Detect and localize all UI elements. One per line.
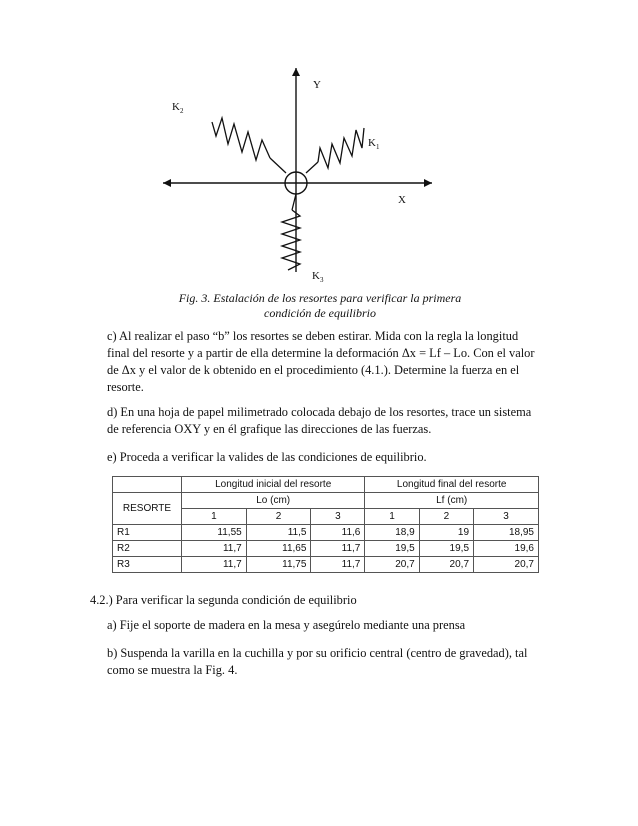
paragraph-c-line: resorte. (107, 380, 144, 394)
trial-number: 3 (311, 509, 365, 525)
paragraph-b (107, 645, 547, 679)
paragraph-b-line: como se muestra la Fig. 4. (107, 663, 238, 677)
trial-number: 3 (474, 509, 539, 525)
header-final-length: Longitud final del resorte (365, 477, 539, 493)
y-axis-label: Y (313, 79, 321, 91)
paragraph-d-line: d) En una hoja de papel milimetrado colocada debajo de los resortes, trace un sistema (107, 405, 532, 419)
paragraph-a (107, 617, 547, 634)
table-cell: 19,5 (365, 541, 419, 557)
trial-number: 2 (246, 509, 311, 525)
table-cell: 11,7 (311, 541, 365, 557)
table-row (113, 557, 539, 573)
table-cell: 18,95 (474, 525, 539, 541)
table-cell: 20,7 (365, 557, 419, 573)
paragraph-c (107, 328, 547, 396)
caption-line-1: Fig. 3. Estalación de los resortes para verificar la primera (178, 291, 462, 305)
paragraph-c-line: de Δx y el valor de k obtenido en el procedimiento (4.1.). Determine la fuerza en el (107, 363, 520, 377)
table-cell: 19 (419, 525, 473, 541)
table-row (113, 525, 539, 541)
table-cell: 11,6 (311, 525, 365, 541)
spring-k1 (306, 128, 364, 173)
trial-number: 2 (419, 509, 473, 525)
paragraph-b-line: b) Suspenda la varilla en la cuchilla y por su orificio central (centro de gravedad), tal (107, 646, 528, 660)
resorte-header: RESORTE (113, 493, 182, 525)
spring-k2-label: $K_2$ (172, 101, 184, 116)
section-heading: 4.2.) Para verificar la segunda condición de equilibrio (90, 593, 357, 607)
paragraph-d (107, 404, 547, 438)
table-cell: 19,6 (474, 541, 539, 557)
row-label: R1 (113, 525, 182, 541)
paragraph-c-line: c) Al realizar el paso “b” los resortes se deben estirar. Mida con la regla la longitud (107, 329, 519, 343)
spring-length-table (112, 476, 539, 573)
table-header-row (113, 477, 539, 493)
row-label: R2 (113, 541, 182, 557)
spring-k3 (282, 194, 300, 270)
spring-k2 (212, 118, 286, 173)
header-initial-length: Longitud inicial del resorte (182, 477, 365, 493)
table-row (113, 541, 539, 557)
x-axis-label: X (398, 194, 406, 206)
table-cell: 11,5 (246, 525, 311, 541)
spring-k1-label: $K_1$ (368, 137, 380, 152)
trial-number: 1 (182, 509, 247, 525)
lo-unit-header: Lo (cm) (182, 493, 365, 509)
table-cell: 20,7 (474, 557, 539, 573)
table-cell: 20,7 (419, 557, 473, 573)
table-cell: 11,7 (311, 557, 365, 573)
caption-line-2: condición de equilibrio (264, 306, 376, 320)
table-header-row (113, 493, 539, 509)
table-cell: 19,5 (419, 541, 473, 557)
paragraph-e-line: e) Proceda a verificar la valides de las condiciones de equilibrio. (107, 450, 427, 464)
row-label: R3 (113, 557, 182, 573)
spring-k3-label: $K_3$ (312, 270, 324, 285)
table-cell: 11,7 (182, 557, 247, 573)
table-cell: 11,65 (246, 541, 311, 557)
paragraph-e (107, 449, 547, 466)
table-cell: 11,55 (182, 525, 247, 541)
spring-installation-figure (0, 0, 638, 290)
table-cell: 11,7 (182, 541, 247, 557)
paragraph-a-line: a) Fije el soporte de madera en la mesa y asegúrelo mediante una prensa (107, 618, 466, 632)
paragraph-c-line: final del resorte y a partir de ella determine la deformación Δx = Lf – Lo. Con el valor (107, 346, 535, 360)
table-cell: 18,9 (365, 525, 419, 541)
lf-unit-header: Lf (cm) (365, 493, 539, 509)
figure-caption (140, 291, 500, 321)
trial-number: 1 (365, 509, 419, 525)
table-cell: 11,75 (246, 557, 311, 573)
paragraph-d-line: de referencia OXY y en él grafique las direcciones de las fuerzas. (107, 422, 432, 436)
